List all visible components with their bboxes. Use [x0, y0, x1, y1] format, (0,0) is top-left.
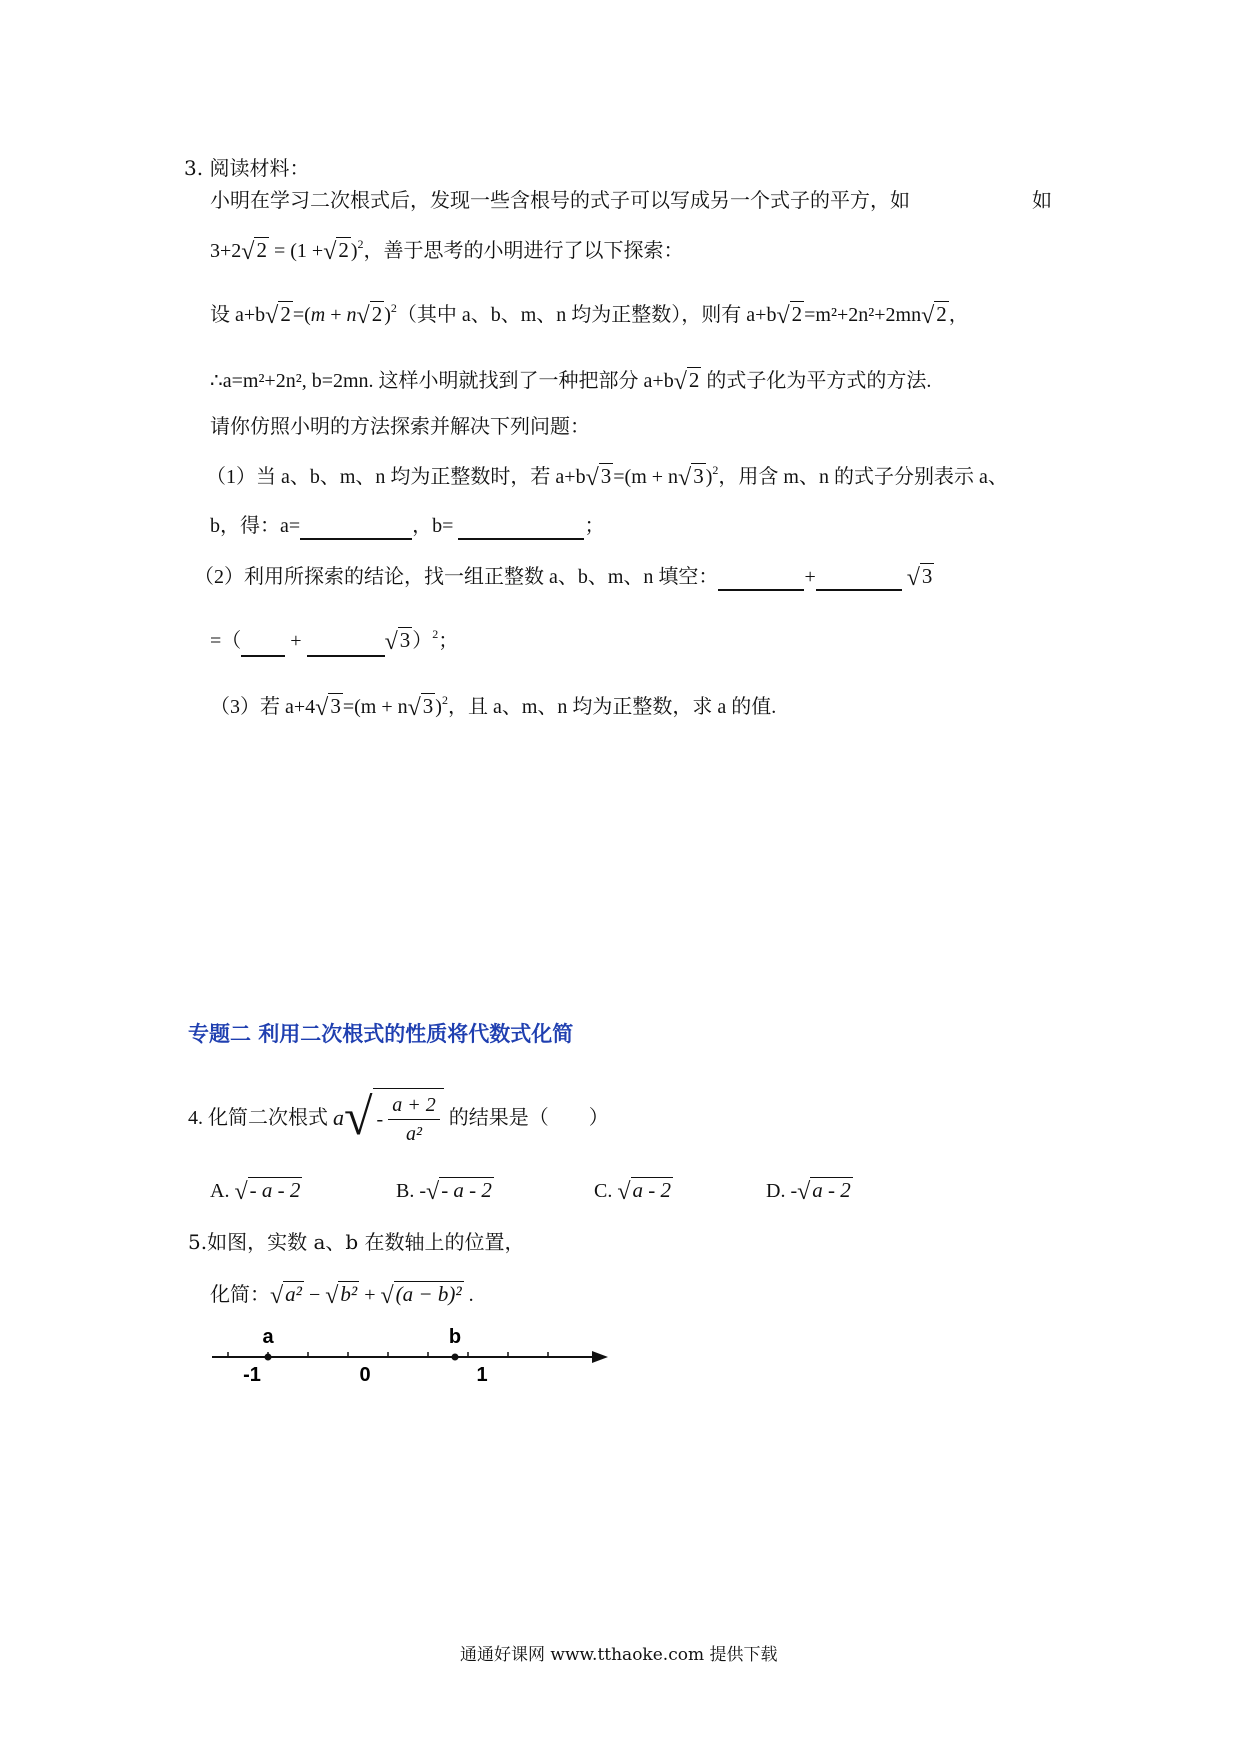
minus: -	[790, 1180, 798, 1202]
q3-part3	[210, 692, 776, 723]
q3-header: 3. 阅读材料：	[184, 156, 310, 180]
q5-simplify	[210, 1280, 474, 1309]
sqrt: √- a - 2	[426, 1178, 492, 1205]
sqrt-2-f: √2	[921, 302, 947, 329]
tick-label-neg1: -1	[243, 1364, 261, 1386]
q4-prefix: 4. 化简二次根式	[188, 1107, 328, 1129]
q4-option-d[interactable]	[766, 1176, 853, 1205]
tick-label-1: 1	[476, 1364, 488, 1386]
q3-part1-answers	[210, 512, 604, 540]
sup: 2	[441, 693, 448, 707]
q3-set-note: （其中 a、b、m、n 均为正整数），则有 a+b	[396, 304, 777, 326]
sqrt: √a - 2	[617, 1178, 672, 1205]
q3-therefore	[210, 366, 931, 395]
sqrt: √(a − b)²	[380, 1282, 462, 1309]
var-m: m	[310, 304, 326, 326]
sqrt-3: √3	[585, 464, 612, 491]
sup: 2	[357, 237, 364, 251]
comma: ，	[412, 515, 433, 537]
q3-ask: 请你仿照小明的方法探索并解决下列问题：	[210, 414, 590, 438]
q3-p1-tail: ，用含 m、n 的式子分别表示 a、	[718, 466, 1008, 488]
open-paren: =（	[210, 630, 242, 652]
q4-question	[188, 1088, 609, 1148]
period: .	[468, 1284, 474, 1306]
semicolon: ；	[584, 515, 605, 537]
footer: 通通好课网 www.tthaoke.com 提供下载	[460, 1645, 778, 1665]
answer-blank-n[interactable]	[307, 633, 385, 657]
point-b	[452, 1354, 459, 1361]
q3-therefore-text: ∴a=m²+2n², b=2mn. 这样小明就找到了一种把部分 a+b	[210, 370, 674, 392]
q3-set	[210, 300, 969, 331]
plus: +	[364, 1284, 376, 1306]
point-a	[265, 1354, 272, 1361]
q3-p1-text: （1）当 a、b、m、n 均为正整数时，若 a+b	[206, 466, 586, 488]
q3-p1-b-label: b=	[432, 515, 454, 537]
q4-option-b[interactable]	[396, 1176, 494, 1205]
sqrt: √- a - 2	[234, 1178, 301, 1205]
sqrt: √a - 2	[797, 1178, 851, 1205]
sqrt-3-b: √3	[678, 464, 704, 491]
sqrt-2: √2	[241, 238, 267, 265]
denominator: a²	[405, 1123, 422, 1145]
q4-option-a[interactable]	[210, 1176, 302, 1205]
q4-option-c[interactable]	[594, 1176, 673, 1205]
var-n: n	[346, 304, 357, 326]
q4-fraction	[388, 1091, 440, 1148]
plus: +	[804, 566, 816, 588]
q3-intro-end: 如	[1032, 188, 1052, 212]
eq: =(	[292, 304, 311, 326]
answer-blank-b2[interactable]	[816, 567, 902, 591]
option-label: C.	[594, 1180, 613, 1202]
sup: 2	[432, 627, 439, 641]
answer-blank-m[interactable]	[241, 633, 285, 657]
q3-set-prefix: 设 a+b	[210, 304, 266, 326]
sqrt-2-d: √2	[356, 302, 383, 329]
sqrt-2-g: √2	[673, 368, 700, 395]
plus: +	[290, 630, 302, 652]
sqrt: √b²	[325, 1282, 358, 1309]
q3-p2-text: （2）利用所探索的结论，找一组正整数 a、b、m、n 填空：	[194, 566, 719, 588]
q3-example-tail: ，善于思考的小明进行了以下探索：	[363, 240, 684, 262]
sqrt-2-e: √2	[776, 302, 803, 329]
semicolon: ；	[438, 630, 459, 652]
tick-label-0: 0	[359, 1364, 371, 1386]
numerator: a + 2	[388, 1091, 440, 1120]
q5-text: 5.如图，实数 a、b 在数轴上的位置，	[188, 1230, 525, 1254]
comma: ，	[948, 304, 969, 326]
q3-example-lhs: 3+2	[210, 240, 242, 262]
arrow-icon	[592, 1351, 608, 1363]
sqrt: √a²	[270, 1282, 302, 1309]
var-a: a	[333, 1105, 344, 1130]
q5-simplify-label: 化简：	[210, 1284, 270, 1306]
q3-example: 3+2√2 = (1 +√2 )$^2$，善于思考的小明进行了以下探索：	[210, 237, 684, 265]
q3-therefore-end: 的式子化为平方式的方法.	[706, 370, 932, 392]
q3-part1	[206, 462, 1008, 493]
q3-set-expand: =m²+2n²+2mn	[804, 304, 922, 326]
minus: -	[376, 1108, 384, 1131]
sup: 2	[390, 301, 397, 315]
q4-radical: √ - $\frac{a + 2}{\text{a²}}$	[344, 1088, 444, 1148]
q3-part2	[194, 562, 934, 591]
answer-blank-b[interactable]	[458, 516, 584, 540]
label-b: b	[448, 1326, 462, 1348]
sqrt-3-d: √3	[384, 628, 411, 655]
sqrt-3-e: √3	[315, 694, 341, 721]
eq: =(m + n	[342, 696, 408, 718]
sqrt-2-b: √2	[323, 238, 349, 265]
option-label: A.	[210, 1180, 230, 1202]
number-line	[200, 1325, 620, 1395]
close-paren: )	[350, 240, 358, 262]
label-a: a	[262, 1326, 274, 1348]
sqrt-3-c: √3	[906, 564, 933, 591]
minus: -	[419, 1180, 427, 1202]
q3-part2-line2	[210, 626, 458, 657]
close-paren: )	[705, 466, 713, 488]
option-label: D.	[766, 1180, 786, 1202]
close-paren: )	[384, 304, 391, 326]
option-label: B.	[396, 1180, 415, 1202]
answer-blank-a2[interactable]	[718, 567, 804, 591]
q3-p3-tail: ，且 a、m、n 均为正整数，求 a 的值.	[447, 696, 777, 718]
q3-p1-a-label: b，得：a=	[210, 515, 301, 537]
answer-blank-a[interactable]	[300, 516, 412, 540]
close-paren: )	[435, 696, 442, 718]
topic2-heading: 专题二 利用二次根式的性质将代数式化简	[188, 1022, 574, 1046]
eq: =(m + n	[613, 466, 679, 488]
plus: +	[325, 304, 347, 326]
close-paren: ）	[412, 630, 433, 652]
q4-suffix: 的结果是（ ）	[448, 1107, 609, 1129]
minus: −	[308, 1284, 321, 1306]
sqrt-3-f: √3	[407, 694, 434, 721]
sqrt-2-c: √2	[265, 302, 291, 329]
q3-example-rhs: (1 +	[290, 240, 324, 262]
q3-p3-text: （3）若 a+4	[210, 696, 316, 718]
sup: 2	[712, 463, 719, 477]
q3-intro: 小明在学习二次根式后，发现一些含根号的式子可以写成另一个式子的平方，如	[210, 188, 910, 212]
